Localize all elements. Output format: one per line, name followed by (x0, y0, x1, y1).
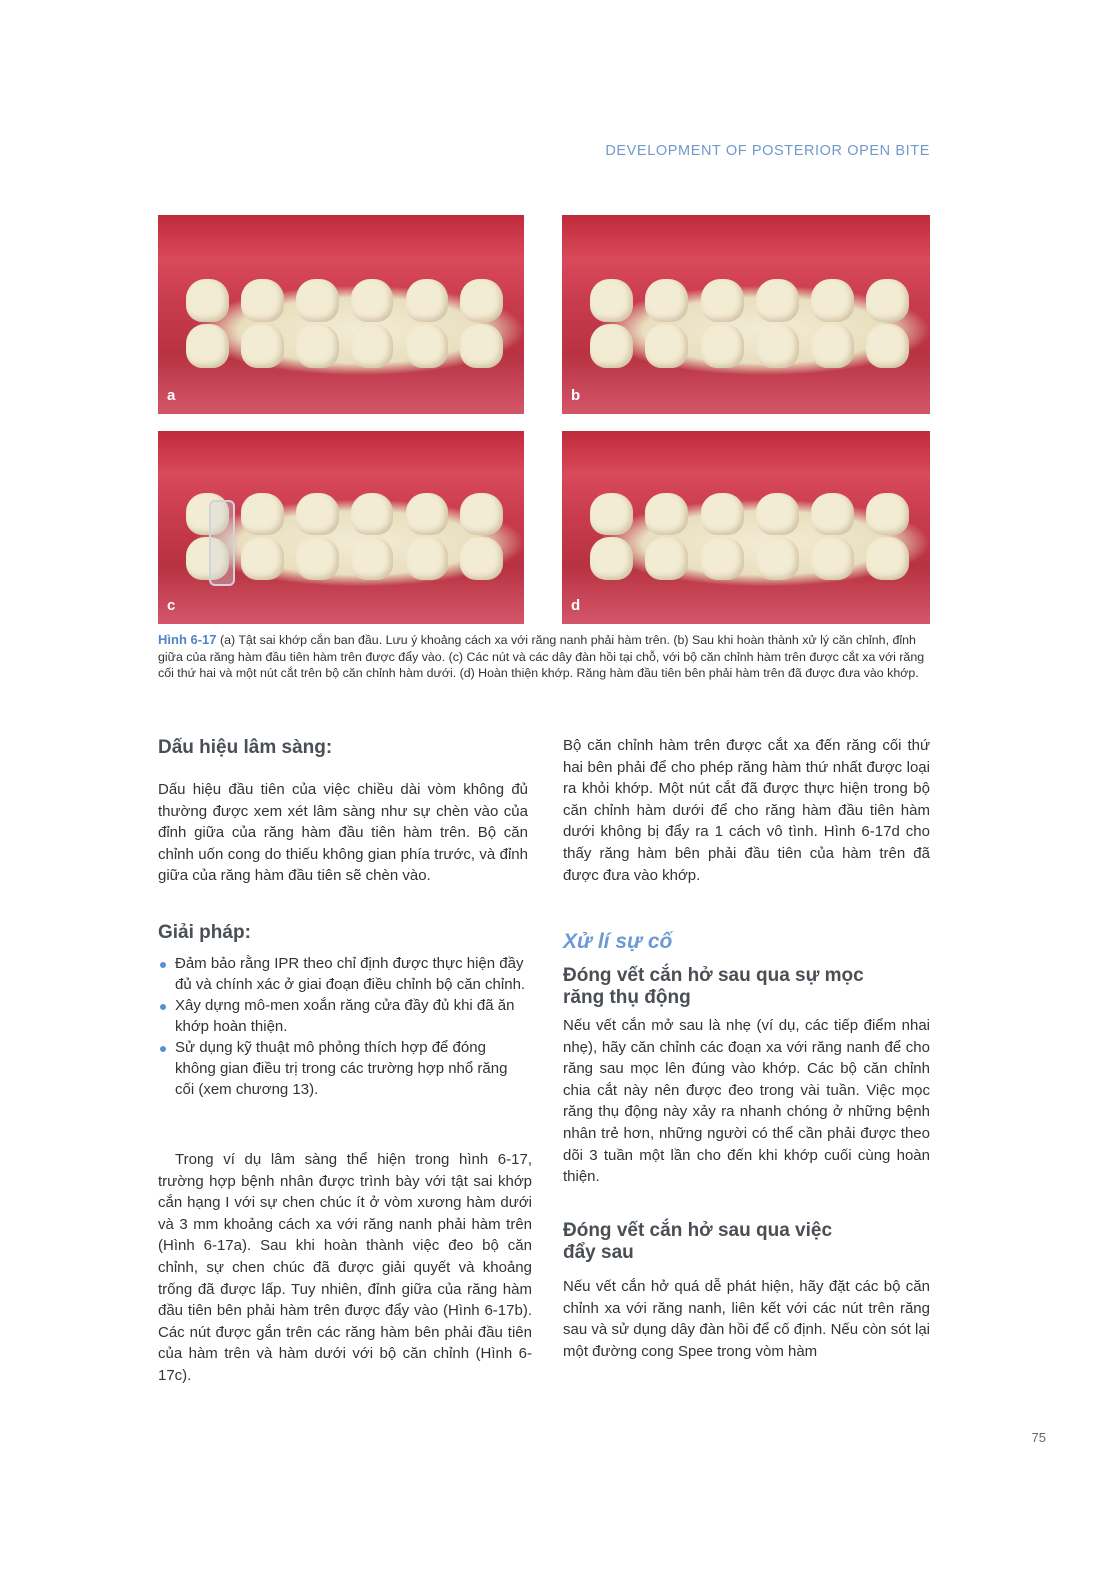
clinical-signs-paragraph: Dấu hiệu đầu tiên của việc chiều dài vòm không đủ thường được xem xét lâm sàng như sự chèn vào của đỉnh giữa của răng hàm đầu tiên hàm trên. Bộ căn chỉnh uốn cong do thiếu không gian phía trước, và đỉnh giữa của răng hàm đầu tiên sẽ chèn vào. (158, 781, 528, 885)
figure-caption-text: (a) Tật sai khớp cắn ban đầu. Lưu ý khoảng cách xa với răng nanh phải hàm trên. (b) Sau khi hoàn thành xử lý căn chỉnh, đỉnh giữa của răng hàm đầu tiên hàm trên được đẩy vào. (c) Các nút và các dây đàn hồi tại chỗ, với bộ căn chỉnh hàm trên được cắt xa với răng cối thứ hai và một nút cắt trên bộ căn chỉnh hàm dưới. (d) Hoàn thiện khớp. Răng hàm đầu tiên bên phải hàm trên đã được đưa vào khớp. (158, 633, 925, 680)
panel-letter-a: a (167, 387, 176, 404)
solutions-heading: Giải pháp: (158, 922, 251, 943)
passive-eruption-paragraph: Nếu vết cắn mở sau là nhẹ (ví dụ, các tiếp điểm nhai nhẹ), hãy căn chỉnh các đoạn xa với răng nanh để cho răng sau mọc lên đúng vào khớp. Các bộ căn chỉnh chia cắt này nên được đeo trong vài tuần. Việc mọc răng thụ động này xảy ra nhanh chóng ở những bệnh nhân trẻ hơn, những người có thể cần phải được theo dõi 3 tuần một lần cho đến khi khớp cuối cùng hoàn thiện. (563, 1017, 930, 1186)
page-number: 75 (1031, 1430, 1046, 1445)
troubleshooting-heading: Xử lí sự cố (563, 930, 673, 953)
extrusion-heading: Đóng vết cắn hở sau qua việc đẩy sau (563, 1220, 833, 1263)
solution-item: Xây dựng mô-men xoắn răng cửa đầy đủ khi đã ăn khớp hoàn thiện. (158, 996, 530, 1037)
passive-eruption-heading: Đóng vết cắn hở sau qua sự mọc răng thụ động (563, 965, 864, 1008)
running-header: DEVELOPMENT OF POSTERIOR OPEN BITE (605, 143, 930, 159)
figure-panel-a (158, 215, 524, 414)
panel-letter-d: d (571, 597, 581, 614)
figure-caption (158, 632, 930, 682)
solutions-list (158, 954, 530, 1101)
figure-panel-b (562, 215, 930, 414)
figure-panel-d (562, 431, 930, 624)
figure-caption-label: Hình 6-17 (158, 632, 217, 647)
clinical-example-paragraph: Trong ví dụ lâm sàng thể hiện trong hình 6-17, trường hợp bệnh nhân được trình bày với tật sai khớp cắn hạng I với sự chen chúc ít ở vòm xương hàm dưới và 3 mm khoảng cách xa với răng nanh phải hàm trên (Hình 6-17a). Sau khi hoàn thành việc đeo bộ căn chỉnh, sự chen chúc đã được giải quyết và khoảng trống đã được lấp. Tuy nhiên, đỉnh giữa của răng hàm đầu tiên bên phải hàm trên được đẩy vào (Hình 6-17b). Các nút được gắn trên các răng hàm bên phải đầu tiên của hàm trên và hàm dưới với bộ căn chỉnh (Hình 6-17c). (158, 1151, 532, 1384)
panel-letter-c: c (167, 597, 176, 614)
clinical-signs-heading: Dấu hiệu lâm sàng: (158, 737, 333, 758)
figure-panel-c (158, 431, 524, 624)
extrusion-paragraph: Nếu vết cắn hở quá dễ phát hiện, hãy đặt các bộ căn chỉnh xa với răng nanh, liên kết với các nút trên răng sau và sử dụng dây đàn hồi để cố định. Nếu còn sót lại một đường cong Spee trong vòm hàm (563, 1278, 930, 1360)
right-intro-paragraph: Bộ căn chỉnh hàm trên được cắt xa đến răng cối thứ hai bên phải để cho phép răng hàm thứ nhất được loại ra khỏi khớp. Một nút cắt đã được thực hiện trong bộ căn chỉnh hàm dưới để cho răng hàm đầu tiên hàm dưới không bị đẩy ra 1 cách vô tình. Hình 6-17d cho thấy răng hàm bên phải đầu tiên của hàm trên đã được đưa vào khớp. (563, 737, 930, 884)
solution-item: Sử dụng kỹ thuật mô phỏng thích hợp để đóng không gian điều trị trong các trường hợp nhổ răng cối (xem chương 13). (158, 1038, 530, 1100)
solution-item: Đảm bảo rằng IPR theo chỉ định được thực hiện đầy đủ và chính xác ở giai đoạn điều chỉnh bộ căn chỉnh. (158, 954, 530, 995)
panel-letter-b: b (571, 387, 581, 404)
elastic-button-appliance (209, 500, 235, 585)
